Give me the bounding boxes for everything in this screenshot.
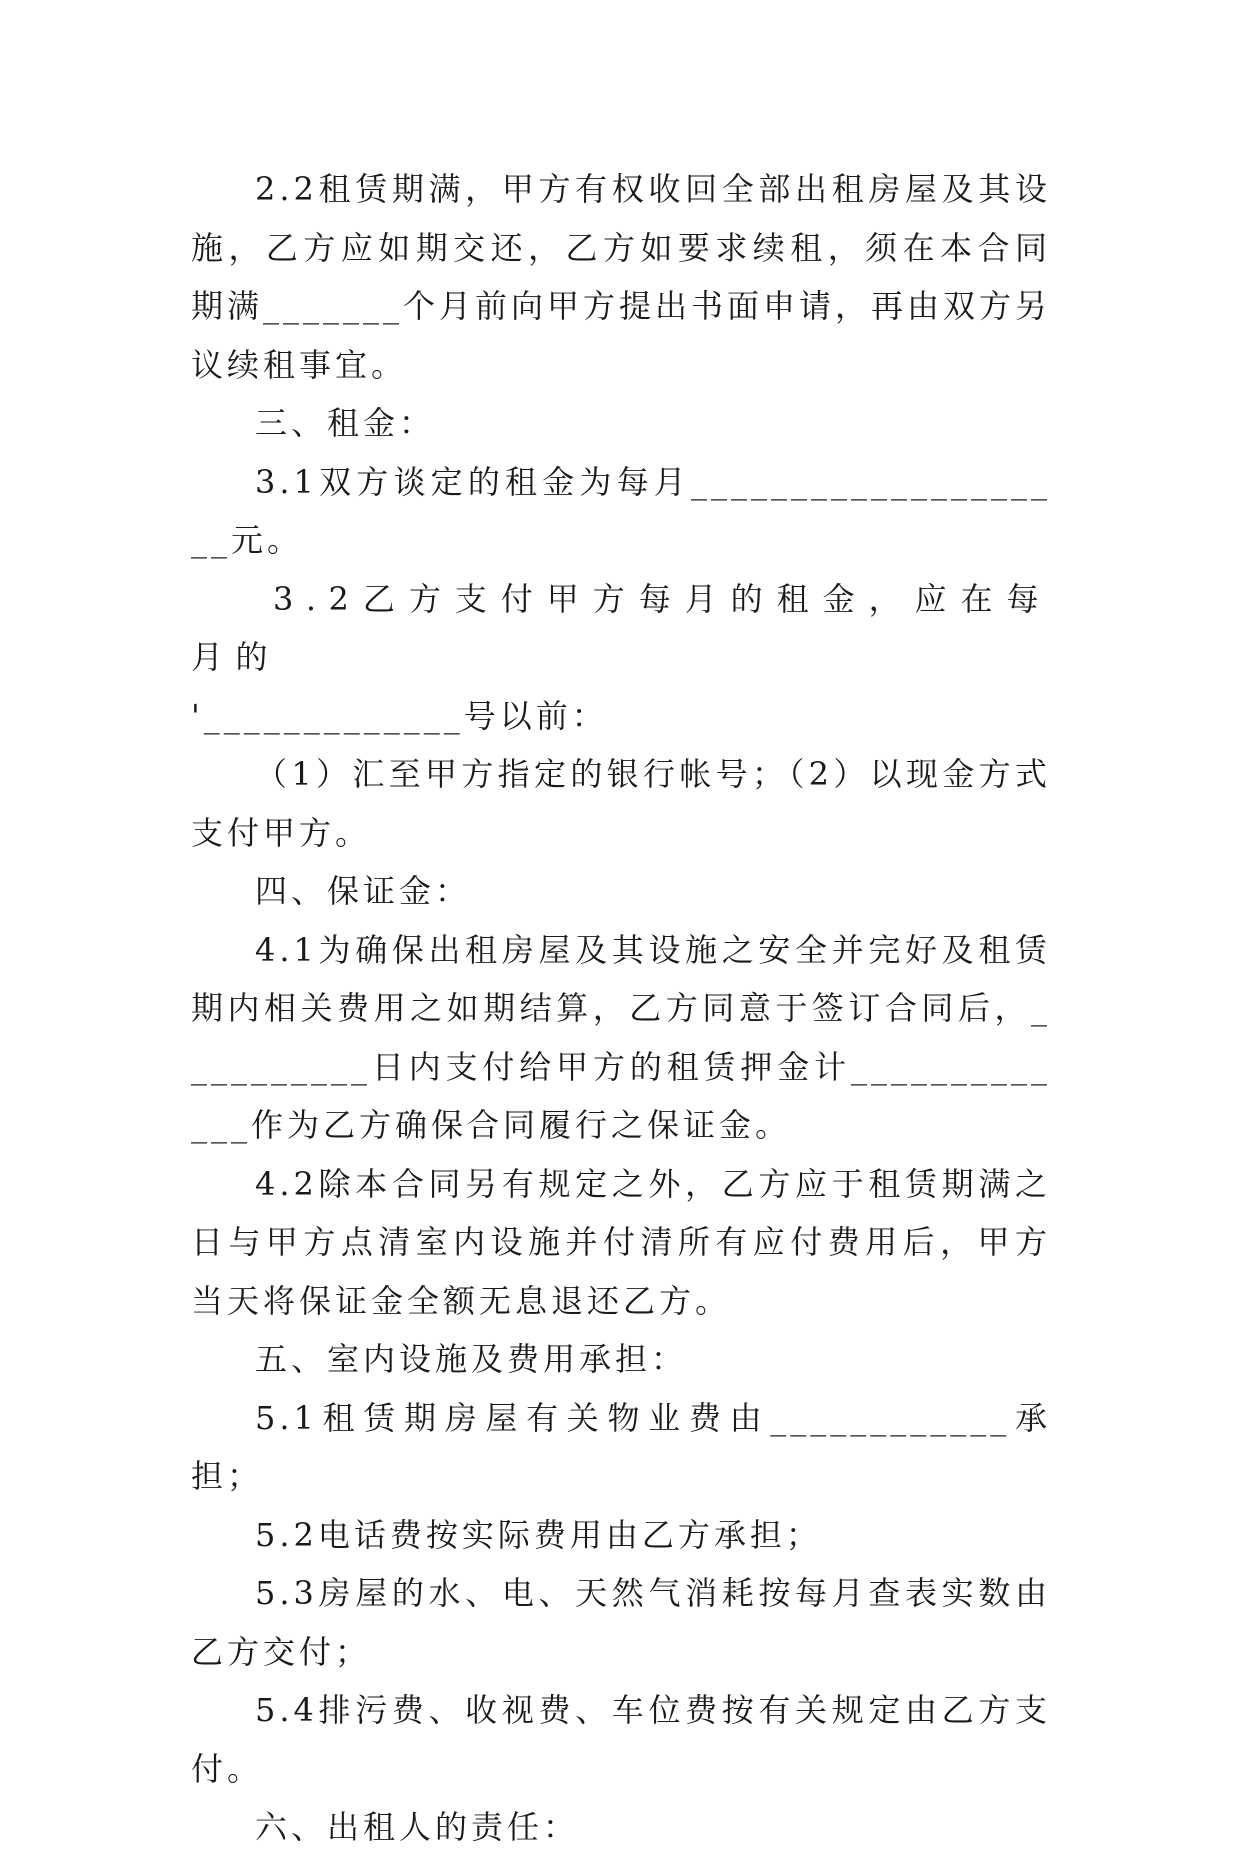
clause-3-2-line-2: '_____________号以前： bbox=[191, 696, 608, 735]
section-6-heading: 六、出租人的责任： bbox=[255, 1808, 580, 1846]
clause-3-1-paragraph: 3.1双方谈定的租金为每月____________________元。 bbox=[191, 462, 1051, 559]
clause-5-4-paragraph: 5.4排污费、收视费、车位费按有关规定由乙方支付。 bbox=[191, 1691, 1051, 1788]
clause-5-1-paragraph: 5.1租赁期房屋有关物业费由____________承担； bbox=[191, 1398, 1051, 1495]
clause-5-2-paragraph: 5.2电话费按实际费用由乙方承担； bbox=[255, 1515, 822, 1554]
clause-4-1-paragraph: 4.1为确保出租房屋及其设施之安全并完好及租赁期内相关费用之如期结算，乙方同意于签订合同后，__________日内支付给甲方的租赁押金计_____________作为乙方确保合同履行之保证金。 bbox=[191, 930, 1051, 1144]
clause-3-2-line-1: 3.2乙方支付甲方每月的租金，应在每月的 bbox=[191, 579, 1051, 676]
section-5-heading: 五、室内设施及费用承担： bbox=[255, 1340, 688, 1378]
clause-5-3-paragraph: 5.3房屋的水、电、天然气消耗按每月查表实数由乙方交付； bbox=[191, 1574, 1051, 1671]
section-4-heading: 四、保证金： bbox=[255, 872, 472, 910]
clause-2-2-paragraph: 2.2租赁期满，甲方有权收回全部出租房屋及其设施，乙方应如期交还，乙方如要求续租，须在本合同期满_______个月前向甲方提出书面申请，再由双方另议续租事宜。 bbox=[191, 170, 1052, 384]
clause-3-2-paragraph bbox=[191, 570, 1051, 746]
section-3-heading: 三、租金： bbox=[255, 404, 436, 442]
clause-4-2-paragraph: 4.2除本合同另有规定之外，乙方应于租赁期满之日与甲方点清室内设施并付清所有应付费用后，甲方当天将保证金全额无息退还乙方。 bbox=[191, 1164, 1051, 1320]
document-body bbox=[191, 160, 1051, 1857]
payment-method-paragraph: （1）汇至甲方指定的银行帐号；（2）以现金方式支付甲方。 bbox=[191, 755, 1051, 852]
